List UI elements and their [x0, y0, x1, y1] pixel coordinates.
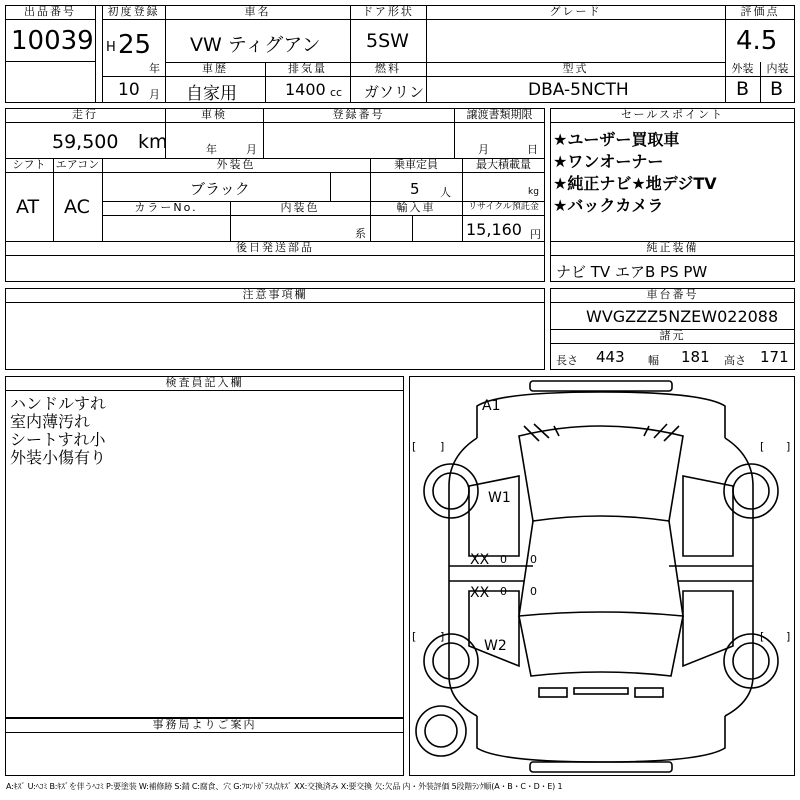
zero-mark: 0	[530, 585, 537, 598]
history: 自家用	[186, 84, 237, 104]
mileage: 59,500	[52, 131, 119, 153]
bracket: ]	[786, 440, 791, 453]
grade-label: グレード	[426, 5, 725, 20]
score: 4.5	[736, 26, 778, 56]
reg-year: 25	[118, 30, 152, 60]
sales-point: ★ワンオーナー	[553, 152, 664, 171]
zero-mark: 0	[500, 585, 507, 598]
reg-month: 10	[118, 80, 140, 100]
ext-label: 外装	[725, 62, 760, 77]
load-label: 最大積載量	[462, 158, 545, 173]
fuel-label: 燃料	[350, 62, 426, 77]
zero-mark: 0	[500, 553, 507, 566]
bracket: ]	[440, 630, 445, 643]
interior-label: 内装色	[280, 201, 320, 214]
bracket: ]	[786, 630, 791, 643]
inspector-label: 検査員記入欄	[5, 376, 404, 391]
notes-label: 注意事項欄	[5, 288, 545, 303]
equipment: ナビ TV エアB PS PW	[556, 263, 708, 281]
bracket: ]	[440, 440, 445, 453]
disp-label: 排気量	[265, 62, 350, 77]
model: DBA-5NCTH	[528, 80, 629, 100]
inspector-note: 室内薄汚れ	[10, 412, 91, 431]
regno-label: 登録番号	[263, 108, 454, 123]
history-label: 車歴	[165, 62, 265, 77]
shift: AT	[16, 196, 40, 218]
color-label: 外装色	[102, 158, 370, 173]
inspector-note: ハンドルすれ	[10, 394, 107, 413]
bracket: [	[412, 630, 417, 643]
seats: 5	[410, 180, 420, 198]
damage-mark: A1	[482, 398, 501, 414]
seats-label: 乗車定員	[370, 158, 462, 173]
sales-point: ★純正ナビ★地デジTV	[553, 174, 717, 193]
zero-mark: 0	[530, 553, 537, 566]
fuel: ガソリン	[364, 83, 425, 101]
equip-label: 純正装備	[550, 241, 795, 256]
ext-grade: B	[736, 78, 750, 100]
bracket: [	[760, 630, 765, 643]
model-label: 型式	[426, 62, 725, 77]
inspection-label: 車検	[165, 108, 263, 123]
transfer-label: 譲渡書類期限	[454, 108, 545, 123]
legend: A:ｷｽﾞ U:ﾍｺﾐ B:ｷｽﾞを伴うﾍｺﾐ P:要塗装 W:補修跡 S:錆 C:腐食、穴 G:ﾌﾛﾝﾄｶﾞﾗｽ点ｷｽﾞ XX:交換済み X:要交換 欠:欠品 内・外装評価 5段階ﾗﾝｸ順(A・B・C・D・E) 1	[6, 782, 563, 791]
ac-label: エアコン	[53, 158, 102, 173]
lot-label: 出品番号	[5, 5, 95, 20]
later-parts-label: 後日発送部品	[5, 241, 545, 256]
sales-point: ★ユーザー買取車	[553, 130, 680, 149]
score-label: 評価点	[725, 5, 795, 20]
chassis-number: WVGZZZ5NZEW022088	[586, 307, 779, 326]
damage-mark: W2	[484, 638, 507, 654]
era: H	[106, 40, 116, 55]
dims-label: 諸元	[550, 329, 795, 344]
sales-label: セールスポイント	[550, 108, 795, 123]
door-type: 5SW	[366, 30, 409, 52]
damage-mark: XX	[470, 552, 490, 568]
inspector-note: シートすれ小	[10, 430, 106, 449]
first-reg-label: 初度登録	[102, 5, 165, 20]
width: 181	[681, 348, 710, 366]
bracket: [	[412, 440, 417, 453]
sales-point: ★バックカメラ	[553, 196, 664, 215]
shift-label: シフト	[5, 158, 53, 173]
name-label: 車名	[165, 5, 350, 20]
mileage-label: 走行	[5, 108, 165, 123]
int-grade: B	[770, 78, 784, 100]
int-label: 内装	[760, 62, 795, 77]
damage-mark: W1	[488, 490, 511, 506]
displacement: 1400	[285, 80, 326, 99]
lot-number: 10039	[11, 26, 94, 56]
import-label: 輸入車	[396, 201, 436, 214]
bracket: [	[760, 440, 765, 453]
door-label: ドア形状	[350, 5, 426, 20]
color: ブラック	[190, 180, 250, 198]
damage-mark: XX	[470, 585, 490, 601]
recycle-label: リサイクル預託金	[468, 202, 539, 212]
car-diagram-drawing	[409, 376, 795, 776]
aircon: AC	[64, 196, 90, 218]
office-label: 事務局よりご案内	[5, 718, 404, 733]
chassis-label: 車台番号	[550, 288, 795, 303]
recycle-fee: 15,160	[466, 220, 522, 239]
length: 443	[596, 348, 625, 366]
height: 171	[760, 348, 789, 366]
car-name: VW ティグアン	[190, 34, 321, 56]
inspector-note: 外装小傷有り	[10, 448, 107, 467]
colorno-label: カラーNo.	[134, 201, 198, 214]
